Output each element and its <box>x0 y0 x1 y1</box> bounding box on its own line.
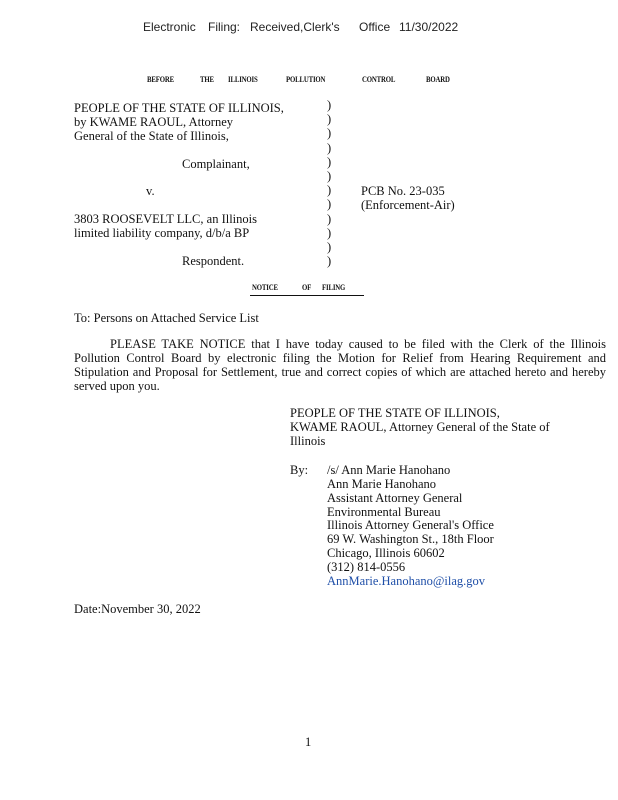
heading-word: BOARD <box>426 75 450 84</box>
stamp-received: Received,Clerk's <box>250 20 340 34</box>
notice-title <box>250 283 364 296</box>
signature-line: Environmental Bureau <box>327 505 441 519</box>
stamp-filing: Filing: <box>208 20 241 34</box>
heading-word: ILLINOIS <box>228 75 258 84</box>
party-line: Illinois <box>290 434 326 448</box>
by-label: By: <box>290 463 309 477</box>
complainant-label: Complainant, <box>182 157 250 171</box>
paren: ) <box>327 154 332 169</box>
email-link[interactable]: AnnMarie.Hanohano@ilag.gov <box>327 574 486 588</box>
heading-word: CONTROL <box>362 75 396 84</box>
defendant-line: limited liability company, d/b/a BP <box>74 226 250 240</box>
stamp-date: 11/30/2022 <box>399 20 459 34</box>
date-line: Date:November 30, 2022 <box>74 602 201 616</box>
defendant-line: 3803 ROOSEVELT LLC, an Illinois <box>74 212 257 226</box>
notice-word: NOTICE <box>252 283 278 292</box>
heading-word: POLLUTION <box>286 75 326 84</box>
respondent-label: Respondent. <box>182 254 245 268</box>
signature-line: Assistant Attorney General <box>327 491 463 505</box>
party-line: PEOPLE OF THE STATE OF ILLINOIS, <box>290 406 500 420</box>
stamp-office: Office <box>359 20 391 34</box>
paren: ) <box>327 211 332 226</box>
paren: ) <box>327 126 332 141</box>
signature-line: (312) 814-0556 <box>327 560 406 574</box>
signature-line: 69 W. Washington St., 18th Floor <box>327 532 494 546</box>
signature-line: Chicago, Illinois 60602 <box>327 546 445 560</box>
caption-parentheses <box>327 98 331 268</box>
paren: ) <box>327 98 332 112</box>
service-list-line: To: Persons on Attached Service List <box>74 311 259 325</box>
paren: ) <box>327 254 332 269</box>
case-number: PCB No. 23-035 <box>361 184 445 198</box>
heading-word: BEFORE <box>147 75 174 84</box>
plaintiff-line: General of the State of Illinois, <box>74 129 229 143</box>
stamp-electronic: Electronic <box>143 20 196 34</box>
versus-label: v. <box>146 184 155 198</box>
notice-word: FILING <box>322 283 346 292</box>
notice-word: OF <box>302 283 312 292</box>
plaintiff-line: PEOPLE OF THE STATE OF ILLINOIS, <box>74 101 284 115</box>
paren: ) <box>327 169 332 184</box>
paren: ) <box>327 240 332 255</box>
paren: ) <box>327 225 332 240</box>
party-line: KWAME RAOUL, Attorney General of the State of <box>290 420 550 434</box>
heading-word: THE <box>200 75 214 84</box>
case-type: (Enforcement-Air) <box>361 198 455 212</box>
paren: ) <box>327 112 332 127</box>
paren: ) <box>327 183 332 198</box>
notice-body: PLEASE TAKE NOTICE that I have today caused to be filed with the Clerk of the Illinois Pollution Control Board by electronic filing the Motion for Relief from Hearing Requirement and Stipulation and Proposal for Settlement, true and correct copies of which are attached hereto and hereby served upon you. <box>74 337 606 393</box>
signature-line: Illinois Attorney General's Office <box>327 518 494 532</box>
paren: ) <box>327 197 332 212</box>
plaintiff-line: by KWAME RAOUL, Attorney <box>74 115 234 129</box>
page-number: 1 <box>305 735 312 749</box>
signature-line: Ann Marie Hanohano <box>327 477 436 491</box>
signature-line: /s/ Ann Marie Hanohano <box>327 463 451 477</box>
paren: ) <box>327 140 332 155</box>
